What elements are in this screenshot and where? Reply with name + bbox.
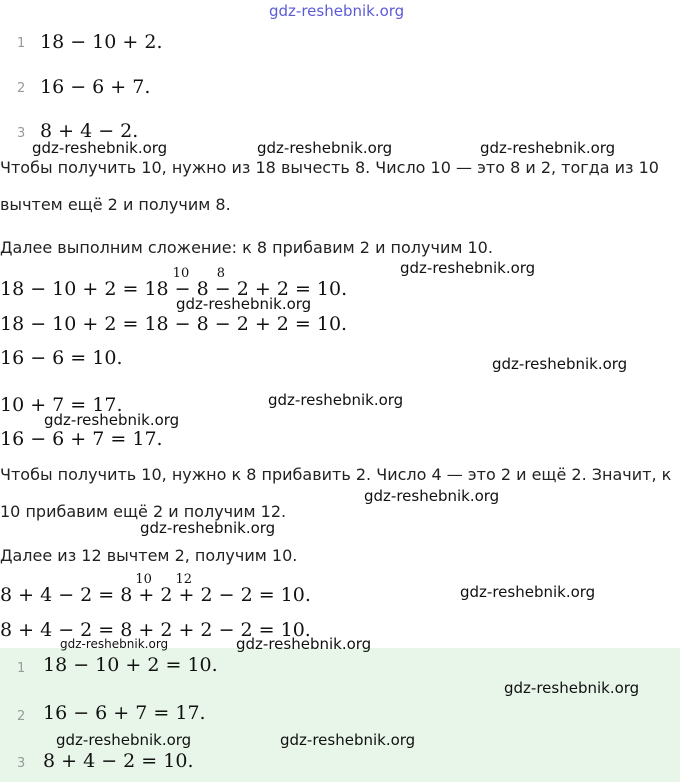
operator: + <box>138 584 155 606</box>
solution-paragraph: вычтем ещё 2 и получим 8. <box>0 195 231 214</box>
watermark: gdz-reshebnik.org <box>60 637 169 651</box>
watermark: gdz-reshebnik.org <box>364 487 500 505</box>
equation-part: 18 − 10 + 2 = 18 <box>0 278 169 300</box>
answer-number: 2 <box>17 709 26 724</box>
watermark-top: gdz-reshebnik.org <box>269 2 405 20</box>
equation <box>0 572 311 606</box>
operator: − <box>214 278 231 300</box>
task-expression: 8 + 4 − 2. <box>40 120 139 142</box>
solution-paragraph: 10 прибавим ещё 2 и получим 12. <box>0 502 287 521</box>
superscript: 8 <box>216 266 226 281</box>
answer-number: 3 <box>17 756 26 771</box>
answer-expression: 8 + 4 − 2 = 10. <box>43 750 194 772</box>
superscript: 10 <box>172 266 190 281</box>
answer-expression: 18 − 10 + 2 = 10. <box>43 654 218 676</box>
equation: 8 + 4 − 2 = 8 + 2 + 2 − 2 = 10. <box>0 619 311 641</box>
equation-part: 2 + 2 = 10. <box>236 278 348 300</box>
task-number: 2 <box>17 81 26 96</box>
solution-paragraph: Далее выполним сложение: к 8 прибавим 2 и получим 10. <box>0 238 493 257</box>
task-number: 1 <box>17 36 26 51</box>
watermark: gdz-reshebnik.org <box>176 295 312 313</box>
watermark: gdz-reshebnik.org <box>480 139 616 157</box>
equation: 10 + 7 = 17. <box>0 394 123 416</box>
equation-part: 2 <box>160 584 173 606</box>
answer-expression: 16 − 6 + 7 = 17. <box>43 702 206 724</box>
watermark: gdz-reshebnik.org <box>400 259 536 277</box>
equation-part: 8 + 4 − 2 = 8 <box>0 584 133 606</box>
solution-paragraph: Чтобы получить 10, нужно к 8 прибавить 2. Число 4 — это 2 и ещё 2. Значит, к <box>0 465 672 484</box>
superscript: 12 <box>175 572 193 587</box>
watermark: gdz-reshebnik.org <box>140 519 276 537</box>
watermark: gdz-reshebnik.org <box>504 679 640 697</box>
watermark: gdz-reshebnik.org <box>32 139 168 157</box>
task-expression: 16 − 6 + 7. <box>40 76 151 98</box>
watermark: gdz-reshebnik.org <box>44 411 180 429</box>
task-expression: 18 − 10 + 2. <box>40 31 163 53</box>
equation-part <box>175 572 195 606</box>
watermark: gdz-reshebnik.org <box>460 583 596 601</box>
watermark: gdz-reshebnik.org <box>257 139 393 157</box>
operator: + <box>178 584 195 606</box>
task-number: 3 <box>17 126 26 141</box>
solution-paragraph: Далее из 12 вычтем 2, получим 10. <box>0 546 298 565</box>
watermark: gdz-reshebnik.org <box>56 731 192 749</box>
equation: 18 − 10 + 2 = 18 − 8 − 2 + 2 = 10. <box>0 313 348 335</box>
watermark: gdz-reshebnik.org <box>492 355 628 373</box>
operator: − <box>174 278 191 300</box>
solution-paragraph: Чтобы получить 10, нужно из 18 вычесть 8. Число 10 — это 8 и 2, тогда из 10 <box>0 158 659 177</box>
equation-part: 2 − 2 = 10. <box>200 584 311 606</box>
equation: 16 − 6 + 7 = 17. <box>0 428 163 450</box>
superscript: 10 <box>135 572 152 587</box>
watermark: gdz-reshebnik.org <box>280 731 416 749</box>
equation: 16 − 6 = 10. <box>0 347 123 369</box>
watermark: gdz-reshebnik.org <box>268 391 404 409</box>
equation-part: 8 <box>196 278 209 300</box>
answer-number: 1 <box>17 661 26 676</box>
watermark: gdz-reshebnik.org <box>236 635 372 653</box>
equation-part <box>135 572 155 606</box>
